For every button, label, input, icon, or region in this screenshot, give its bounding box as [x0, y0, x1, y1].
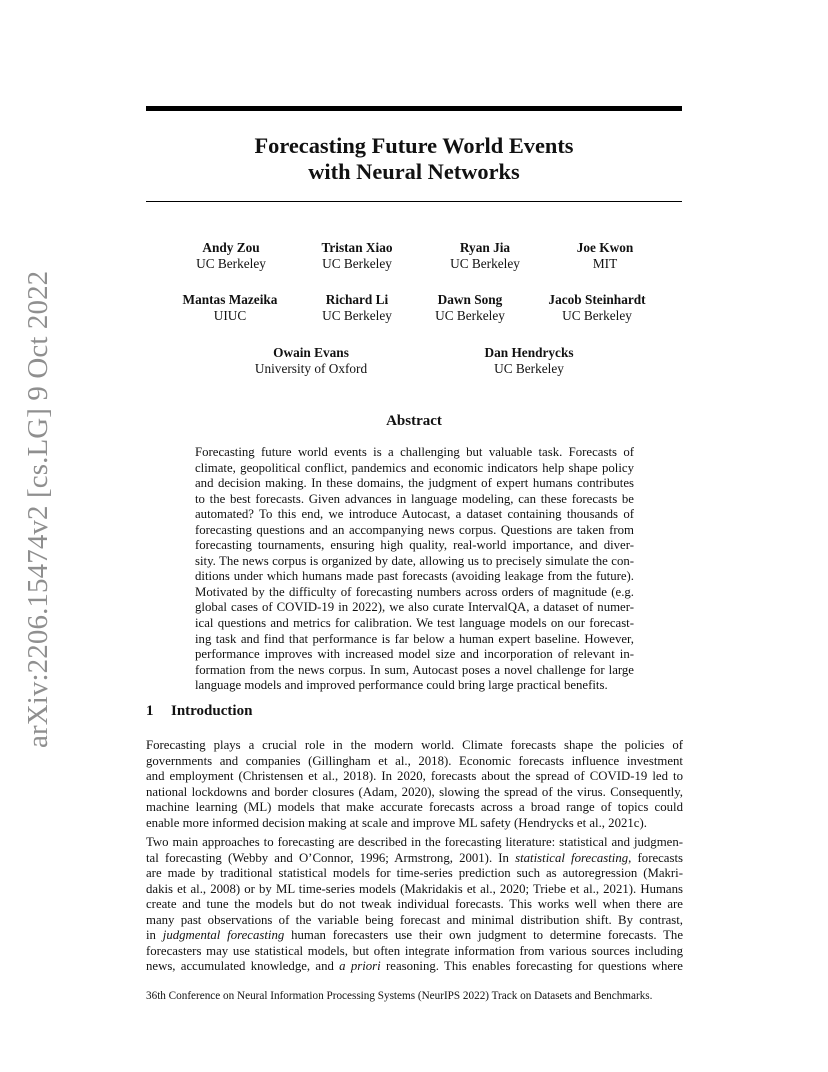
abstract-line: Forecasting future world events is a challenging but valuable task. Forecasts of: [195, 445, 634, 459]
arxiv-identifier: arXiv:2206.15474v2 [cs.LG] 9 Oct 2022: [22, 270, 54, 748]
title-bottom-rule: [146, 201, 682, 202]
line-text: in: [146, 928, 163, 943]
line-text: news, accumulated knowledge, and: [146, 959, 340, 974]
author-affiliation: UC Berkeley: [322, 256, 392, 271]
abstract-line: global cases of COVID-19 in 2022), we also curate IntervalQA, a dataset of numer-: [195, 600, 634, 615]
author-name: Richard Li: [325, 292, 389, 307]
author-name: Tristan Xiao: [321, 240, 393, 255]
emphasis-judgmental-forecasting: judgmental forecasting: [162, 928, 285, 943]
line-text: reasoning. This enables forecasting for questions where: [380, 959, 683, 974]
abstract-line: formation from the news corpus. In sum, Autocast poses a novel challenge for large: [195, 662, 634, 677]
paragraph-line: machine learning (ML) models that make accurate forecasts across a broad range of topics could: [146, 800, 683, 815]
author-name: Andy Zou: [202, 240, 260, 255]
paragraph-line: governments and companies (Gillingham et al., 2018). Economic forecasts influence investment: [146, 753, 683, 768]
section-heading: [146, 703, 252, 720]
title-top-rule: [146, 106, 682, 111]
author-affiliation: UC Berkeley: [322, 308, 392, 323]
paragraph-line: forecasters may use statistical models, but often integrate information from various sources including: [146, 943, 683, 958]
paragraph-line: and employment (Christensen et al., 2018). In 2020, forecasts about the spread of COVID-19 led to: [146, 769, 683, 784]
author-name: Dan Hendrycks: [484, 345, 574, 360]
author-name: Owain Evans: [273, 345, 349, 360]
author-affiliation: UC Berkeley: [562, 308, 632, 323]
author-joe-kwon: [505, 240, 705, 272]
section-title: Introduction: [171, 703, 253, 719]
abstract-line: language models and improved performance could bring large practical benefits.: [195, 678, 608, 693]
line-text: tal forecasting (Webby and O’Connor, 1996; Armstrong, 2001). In: [146, 850, 516, 865]
abstract-line: forecasting questions and an accompanying news corpus. Questions are taken from: [195, 522, 634, 537]
paragraph-line: are made by traditional statistical models for time-series prediction such as autoregression (Makri-: [146, 866, 683, 881]
author-name: Mantas Mazeika: [182, 292, 278, 307]
paragraph-line: Two main approaches to forecasting are described in the forecasting literature: statistical and judgmen-: [146, 835, 683, 849]
author-jacob-steinhardt: [497, 292, 697, 324]
paragraph-line: enable more informed decision making at scale and improve ML safety (Hendrycks et al., 2021c).: [146, 815, 647, 830]
line-text: human forecasters use their own judgment to determine forecasts. The: [284, 928, 683, 943]
abstract-line: automated? To this end, we introduce Autocast, a dataset containing thousands of: [195, 507, 634, 522]
author-affiliation: UC Berkeley: [494, 361, 564, 376]
author-name: Dawn Song: [437, 292, 503, 307]
paragraph-line: national lockdowns and border closures (Adam, 2020), slowing the spread of the virus. Consequently,: [146, 784, 683, 799]
abstract-line: climate, geopolitical conflict, pandemics and economic indicators help shape policy: [195, 460, 634, 475]
author-affiliation: MIT: [592, 256, 618, 271]
author-owain-evans: [211, 345, 411, 377]
line-text: , forecasts: [628, 850, 684, 865]
section-number: 1: [146, 703, 154, 719]
abstract-line: and decision making. In these domains, the judgment of expert humans contributes: [195, 476, 634, 491]
paper-title: [146, 133, 682, 185]
author-affiliation: UC Berkeley: [435, 308, 505, 323]
paragraph-line: [146, 851, 683, 867]
emphasis-statistical-forecasting: statistical forecasting: [515, 850, 629, 865]
paragraph-line: dakis et al., 2008) or by ML time-series models (Makridakis et al., 2020; Triebe et al., 2021). Humans: [146, 881, 683, 896]
paragraph-line: many past observations of the variable being forecast and minimal distribution shift. By contrast,: [146, 912, 683, 927]
abstract-line: Motivated by the difficulty of forecasting numbers across orders of magnitude (e.g.: [195, 584, 634, 599]
paragraph-line: create and tune the models but do not tweak individual forecasts. This works well when there are: [146, 897, 683, 912]
intro-paragraph-1: [146, 738, 683, 831]
abstract-heading: Abstract: [386, 413, 442, 429]
author-name: Ryan Jia: [459, 240, 511, 255]
abstract-line: performance improves with increased model size and incorporation of relevant in-: [195, 647, 634, 662]
paragraph-line: [146, 959, 683, 975]
author-affiliation: University of Oxford: [254, 361, 368, 376]
abstract-line: ical questions and metrics for calibration. We test language models on our forecast-: [195, 616, 634, 631]
author-affiliation: UC Berkeley: [196, 256, 266, 271]
title-line-1: Forecasting Future World Events: [254, 133, 574, 158]
paragraph-line: [146, 928, 683, 944]
emphasis-a-priori: a priori: [339, 959, 381, 974]
paragraph-line: Forecasting plays a crucial role in the modern world. Climate forecasts shape the policies of: [146, 738, 683, 752]
abstract-line: ing task and find that performance is far below a human expert baseline. However,: [195, 631, 634, 646]
abstract-line: to the best forecasts. Given advances in language modeling, can these forecasts be: [195, 491, 634, 506]
author-affiliation: UC Berkeley: [450, 256, 520, 271]
author-dan-hendrycks: [429, 345, 629, 377]
abstract-line: ditions under which humans made past forecasts (avoiding leakage from the future).: [195, 569, 634, 584]
abstract-line: sity. The news corpus is organized by date, allowing us to precisely simulate the con-: [195, 553, 634, 568]
abstract-body: [195, 445, 634, 694]
author-name: Joe Kwon: [576, 240, 634, 255]
author-affiliation: UIUC: [213, 308, 247, 323]
author-name: Jacob Steinhardt: [548, 292, 646, 307]
title-line-2: with Neural Networks: [308, 159, 520, 184]
abstract-line: forecasting tournaments, ensuring high quality, real-world importance, and diver-: [195, 538, 634, 553]
conference-footnote: 36th Conference on Neural Information Processing Systems (NeurIPS 2022) Track on Datasets and Benchmarks.: [146, 990, 653, 1002]
intro-paragraph-2: [146, 835, 683, 975]
